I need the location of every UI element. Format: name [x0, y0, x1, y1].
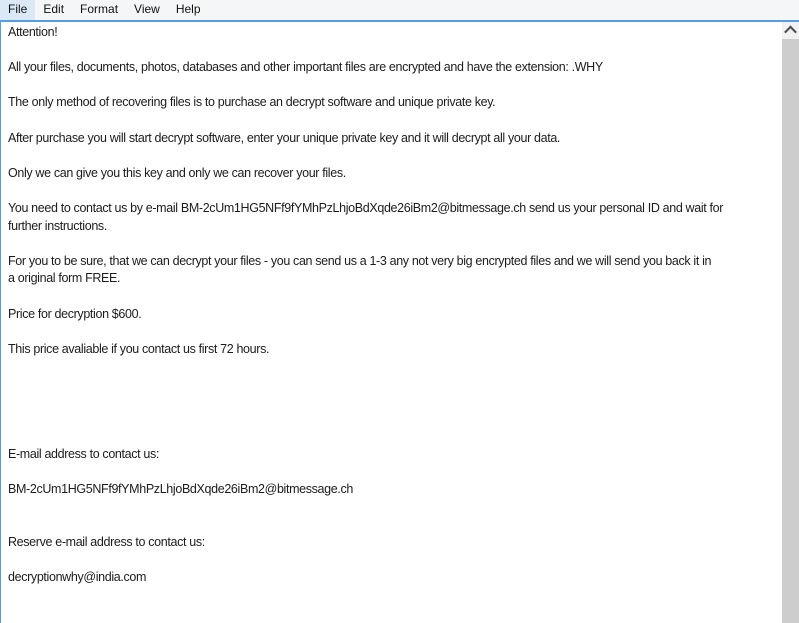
menu-item[interactable]: File	[0, 0, 35, 20]
menu-bar	[0, 0, 799, 22]
text-line: The only method of recovering files is to purchase an decrypt software and unique private key.	[8, 95, 496, 110]
text-line	[8, 464, 780, 482]
text-line	[8, 358, 780, 376]
text-line: decryptionwhy@india.com	[8, 570, 147, 585]
text-line: E-mail address to contact us:	[8, 447, 160, 462]
text-line	[8, 552, 780, 570]
text-line: Only we can give you this key and only we can recover your files.	[8, 165, 346, 180]
text-line: After purchase you will start decrypt software, enter your unique private key and it will decrypt all your data.	[8, 130, 561, 145]
chevron-up-icon	[784, 26, 797, 39]
text-line	[8, 499, 780, 517]
text-line	[8, 112, 780, 130]
text-line	[8, 376, 780, 394]
text-line: For you to be sure, that we can decrypt your files - you can send us a 1-3 any not very big encrypted files and we will send you back it in	[8, 253, 712, 268]
text-line	[8, 323, 780, 341]
text-editor-area[interactable]	[0, 22, 782, 623]
text-line: All your files, documents, photos, databases and other important files are encrypted and have the extension: .WHY	[8, 60, 603, 75]
text-line	[8, 517, 780, 535]
text-line: a original form FREE.	[8, 271, 121, 286]
text-line: Reserve e-mail address to contact us:	[8, 535, 205, 550]
text-line: You need to contact us by e-mail BM-2cUm1HG5NFf9fYMhPzLhjoBdXqde26iBm2@bitmessage.ch send us your personal ID and wait for	[8, 200, 724, 215]
scroll-up-button[interactable]	[782, 22, 799, 39]
text-line	[8, 42, 780, 60]
text-line: Attention!	[8, 25, 58, 39]
menu-item[interactable]: Help	[175, 2, 201, 16]
text-line	[8, 182, 780, 200]
text-line	[8, 393, 780, 411]
menu-item[interactable]: View	[134, 2, 160, 16]
main-area	[0, 22, 799, 623]
menu-item[interactable]: Edit	[43, 2, 65, 16]
text-line: Price for decryption $600.	[8, 306, 142, 321]
vertical-scrollbar[interactable]	[782, 22, 799, 623]
text-line	[8, 288, 780, 306]
text-line	[8, 429, 780, 447]
text-line: BM-2cUm1HG5NFf9fYMhPzLhjoBdXqde26iBm2@bitmessage.ch	[8, 482, 353, 497]
text-line	[8, 77, 780, 95]
text-line: This price avaliable if you contact us first 72 hours.	[8, 341, 270, 356]
menu-item[interactable]: Format	[80, 2, 119, 16]
text-line: further instructions.	[8, 218, 107, 233]
text-line	[8, 147, 780, 165]
scrollbar-thumb[interactable]	[782, 39, 799, 623]
text-line	[8, 235, 780, 253]
text-line	[8, 411, 780, 429]
